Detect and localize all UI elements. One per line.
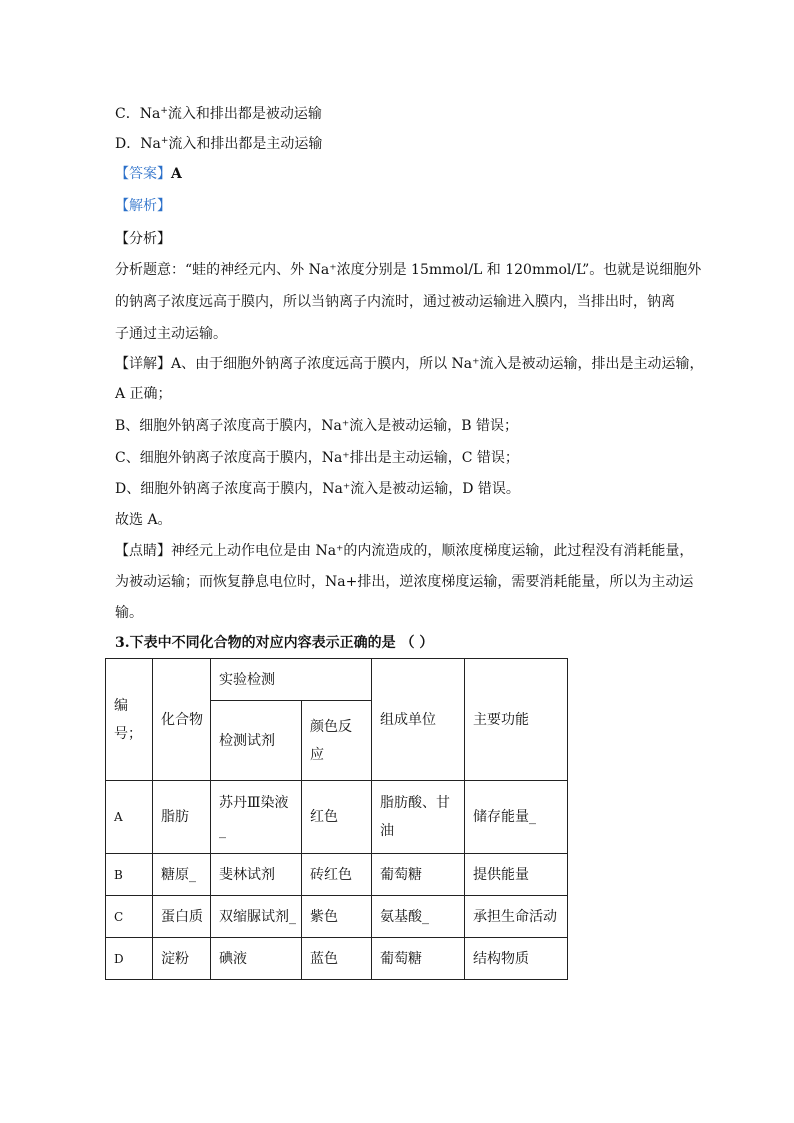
row-reagent: 斐林试剂 (211, 854, 302, 896)
row-unit: 氨基酸_ (372, 896, 465, 938)
row-color: 砖红色 (302, 854, 372, 896)
option-d (115, 134, 322, 154)
option-d-prefix: D．Na (115, 136, 161, 152)
table-header-row (106, 659, 568, 701)
row-function: 承担生命活动 (465, 896, 568, 938)
header-color: 颜色反应 (302, 701, 372, 781)
compound-table (105, 658, 568, 980)
header-compound: 化合物 (153, 659, 211, 781)
row-id: B (106, 854, 153, 896)
row-compound: 淀粉 (153, 938, 211, 980)
tip-line-1 (115, 541, 693, 561)
row-id: C (106, 896, 153, 938)
superscript: + (160, 136, 169, 146)
tip-text-1: 神经元上动作电位是由 Na⁺的内流造成的，顺浓度梯度运输，此过程没有消耗能量， (171, 543, 694, 559)
table-row (106, 938, 568, 980)
header-test: 实验检测 (211, 659, 372, 701)
option-d-text: 流入和排出都是主动运输 (168, 136, 323, 152)
option-c (115, 104, 322, 124)
row-function: 储存能量_ (465, 781, 568, 854)
row-color: 紫色 (302, 896, 372, 938)
row-unit: 葡萄糖 (372, 938, 465, 980)
row-compound: 蛋白质 (153, 896, 211, 938)
header-function: 主要功能 (465, 659, 568, 781)
row-function: 提供能量 (465, 854, 568, 896)
row-id: D (106, 938, 153, 980)
fenxi-line-3: 子通过主动运输。 (115, 326, 227, 342)
row-color: 红色 (302, 781, 372, 854)
header-unit: 组成单位 (372, 659, 465, 781)
table-row (106, 854, 568, 896)
fenxi-heading (115, 229, 171, 249)
fenxi-label: 【分析】 (115, 231, 171, 247)
tip-line-3: 输。 (115, 605, 143, 621)
detail-line-b: B、细胞外钠离子浓度高于膜内，Na⁺流入是被动运输，B 错误； (115, 418, 519, 434)
header-reagent: 检测试剂 (211, 701, 302, 781)
analysis-label: 【解析】 (115, 198, 171, 214)
detail-line-1 (115, 354, 704, 374)
fenxi-line-2: 的钠离子浓度远高于膜内，所以当钠离子内流时，通过被动运输进入膜内，当排出时，钠离 (115, 294, 675, 310)
superscript: + (160, 106, 168, 116)
tip-label: 【点睛】 (115, 543, 171, 559)
row-function: 结构物质 (465, 938, 568, 980)
table-row (106, 896, 568, 938)
option-c-prefix: C．Na (115, 106, 161, 122)
question-3: 3.下表中不同化合物的对应内容表示正确的是 （ ） (115, 635, 434, 651)
header-number: 编号； (106, 659, 153, 781)
detail-label: 【详解】 (115, 356, 171, 372)
analysis-heading (115, 196, 171, 216)
row-unit: 葡萄糖 (372, 854, 465, 896)
row-id: A (106, 781, 153, 854)
detail-line-2: A 正确； (115, 386, 172, 402)
detail-text-1: A、由于细胞外钠离子浓度远高于膜内，所以 Na⁺流入是被动运输，排出是主动运输， (171, 356, 704, 372)
row-color: 蓝色 (302, 938, 372, 980)
row-reagent: 碘液 (211, 938, 302, 980)
row-unit: 脂肪酸、甘油 (372, 781, 465, 854)
option-c-text: 流入和排出都是被动运输 (167, 106, 322, 122)
row-compound: 糖原_ (153, 854, 211, 896)
answer-label: 【答案】 (115, 166, 171, 182)
fenxi-line-1: 分析题意：“蛙的神经元内、外 Na⁺浓度分别是 15mmol/L 和 120mmol/L”。也就是说细胞外 (115, 262, 702, 278)
answer-line (115, 164, 182, 184)
detail-line-c: C、细胞外钠离子浓度高于膜内，Na⁺排出是主动运输，C 错误； (115, 450, 519, 466)
row-reagent: 双缩脲试剂_ (211, 896, 302, 938)
table-row (106, 781, 568, 854)
row-reagent: 苏丹Ⅲ染液_ (211, 781, 302, 854)
choose-line: 故选 A。 (115, 512, 172, 528)
tip-line-2: 为被动运输；而恢复静息电位时，Na+排出，逆浓度梯度运输，需要消耗能量，所以为主动运 (115, 574, 694, 590)
answer-value: A (171, 166, 182, 182)
row-compound: 脂肪 (153, 781, 211, 854)
detail-line-d: D、细胞外钠离子浓度高于膜内，Na⁺流入是被动运输，D 错误。 (115, 481, 520, 497)
